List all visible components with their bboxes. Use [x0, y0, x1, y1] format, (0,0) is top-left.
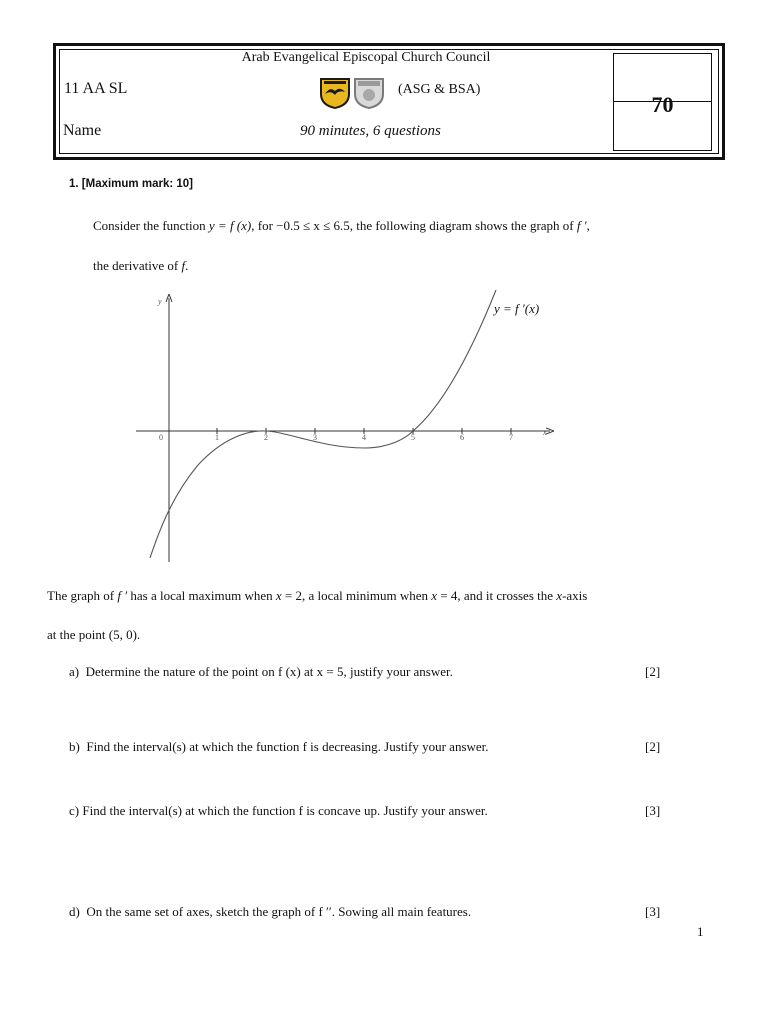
part-d-text: On the same set of axes, sketch the graph of f ′′. Sowing all main features.: [86, 904, 472, 919]
part-d-marks: [3]: [645, 904, 661, 919]
council-title: Arab Evangelical Episcopal Church Council: [241, 50, 491, 65]
part-b-label: b): [69, 739, 80, 754]
obs-x-max: x: [275, 588, 282, 603]
obs-x-min: x: [431, 588, 438, 603]
derivative-graph: [128, 290, 568, 566]
part-b: [69, 739, 489, 755]
obs-text-e: -axis: [562, 588, 588, 603]
tick-label-1: 1: [215, 433, 219, 442]
obs-text-c: = 2, a local minimum when: [281, 588, 432, 603]
tick-label-7: 7: [509, 433, 513, 442]
question-intro-line2: [93, 258, 188, 274]
intro2-text-a: the derivative of: [93, 258, 182, 273]
exam-duration: 90 minutes, 6 questions: [300, 123, 441, 139]
intro-fprime: f ′: [576, 218, 587, 233]
intro2-f: f: [181, 258, 186, 273]
school-logos: [318, 76, 386, 110]
intro-text-b: , for: [251, 218, 277, 233]
part-b-marks: [2]: [645, 739, 661, 754]
class-label: 11 AA SL: [64, 80, 128, 97]
part-d: [69, 904, 471, 920]
obs-x-axis: x: [556, 588, 563, 603]
curve-label: y = f ′(x): [494, 301, 540, 316]
total-score: 70: [651, 92, 674, 117]
obs-fprime: f ′: [117, 588, 128, 603]
obs-text-b: has a local maximum when: [127, 588, 276, 603]
part-a: [69, 664, 453, 680]
part-c-marks: [3]: [645, 803, 661, 818]
page-number: 1: [697, 924, 704, 939]
part-d-label: d): [69, 904, 80, 919]
part-c-label: c): [69, 803, 80, 818]
intro-equation: y = f (x): [208, 218, 252, 233]
school-crest-yellow-icon: [320, 78, 350, 109]
tick-label-3: 3: [313, 433, 317, 442]
intro-text-a: Consider the function: [93, 218, 209, 233]
intro-text-d: ,: [586, 218, 590, 233]
intro-domain: −0.5 ≤ x ≤ 6.5: [276, 218, 350, 233]
graph-description-line1: [47, 588, 587, 604]
obs-text-d: = 4, and it crosses the: [437, 588, 557, 603]
graph-description-line2: at the point (5, 0).: [47, 627, 141, 642]
y-axis-label: y: [158, 297, 162, 306]
school-crest-grey-icon: [354, 78, 384, 109]
part-a-marks: [2]: [645, 664, 661, 679]
tick-label-6: 6: [460, 433, 464, 442]
part-a-text: Determine the nature of the point on f (x) at x = 5, justify your answer.: [85, 664, 453, 679]
intro-text-c: , the following diagram shows the graph of: [349, 218, 577, 233]
name-label: Name: [63, 122, 102, 139]
part-b-text: Find the interval(s) at which the function f is decreasing. Justify your answer.: [86, 739, 489, 754]
tick-label-2: 2: [264, 433, 268, 442]
part-c: [69, 803, 488, 819]
tick-label-4: 4: [362, 433, 366, 442]
schools-label: (ASG & BSA): [398, 82, 481, 97]
tick-label-0: 0: [159, 433, 163, 442]
tick-label-5: 5: [411, 433, 415, 442]
intro2-text-b: .: [185, 258, 189, 273]
question-intro-line1: [93, 218, 590, 234]
obs-text-a: The graph of: [47, 588, 118, 603]
part-a-label: a): [69, 664, 80, 679]
part-c-text: Find the interval(s) at which the function f is concave up. Justify your answer.: [82, 803, 488, 818]
x-axis-label: x: [543, 428, 547, 437]
derivative-curve: [150, 290, 496, 558]
question-title: 1. [Maximum mark: 10]: [69, 178, 193, 190]
